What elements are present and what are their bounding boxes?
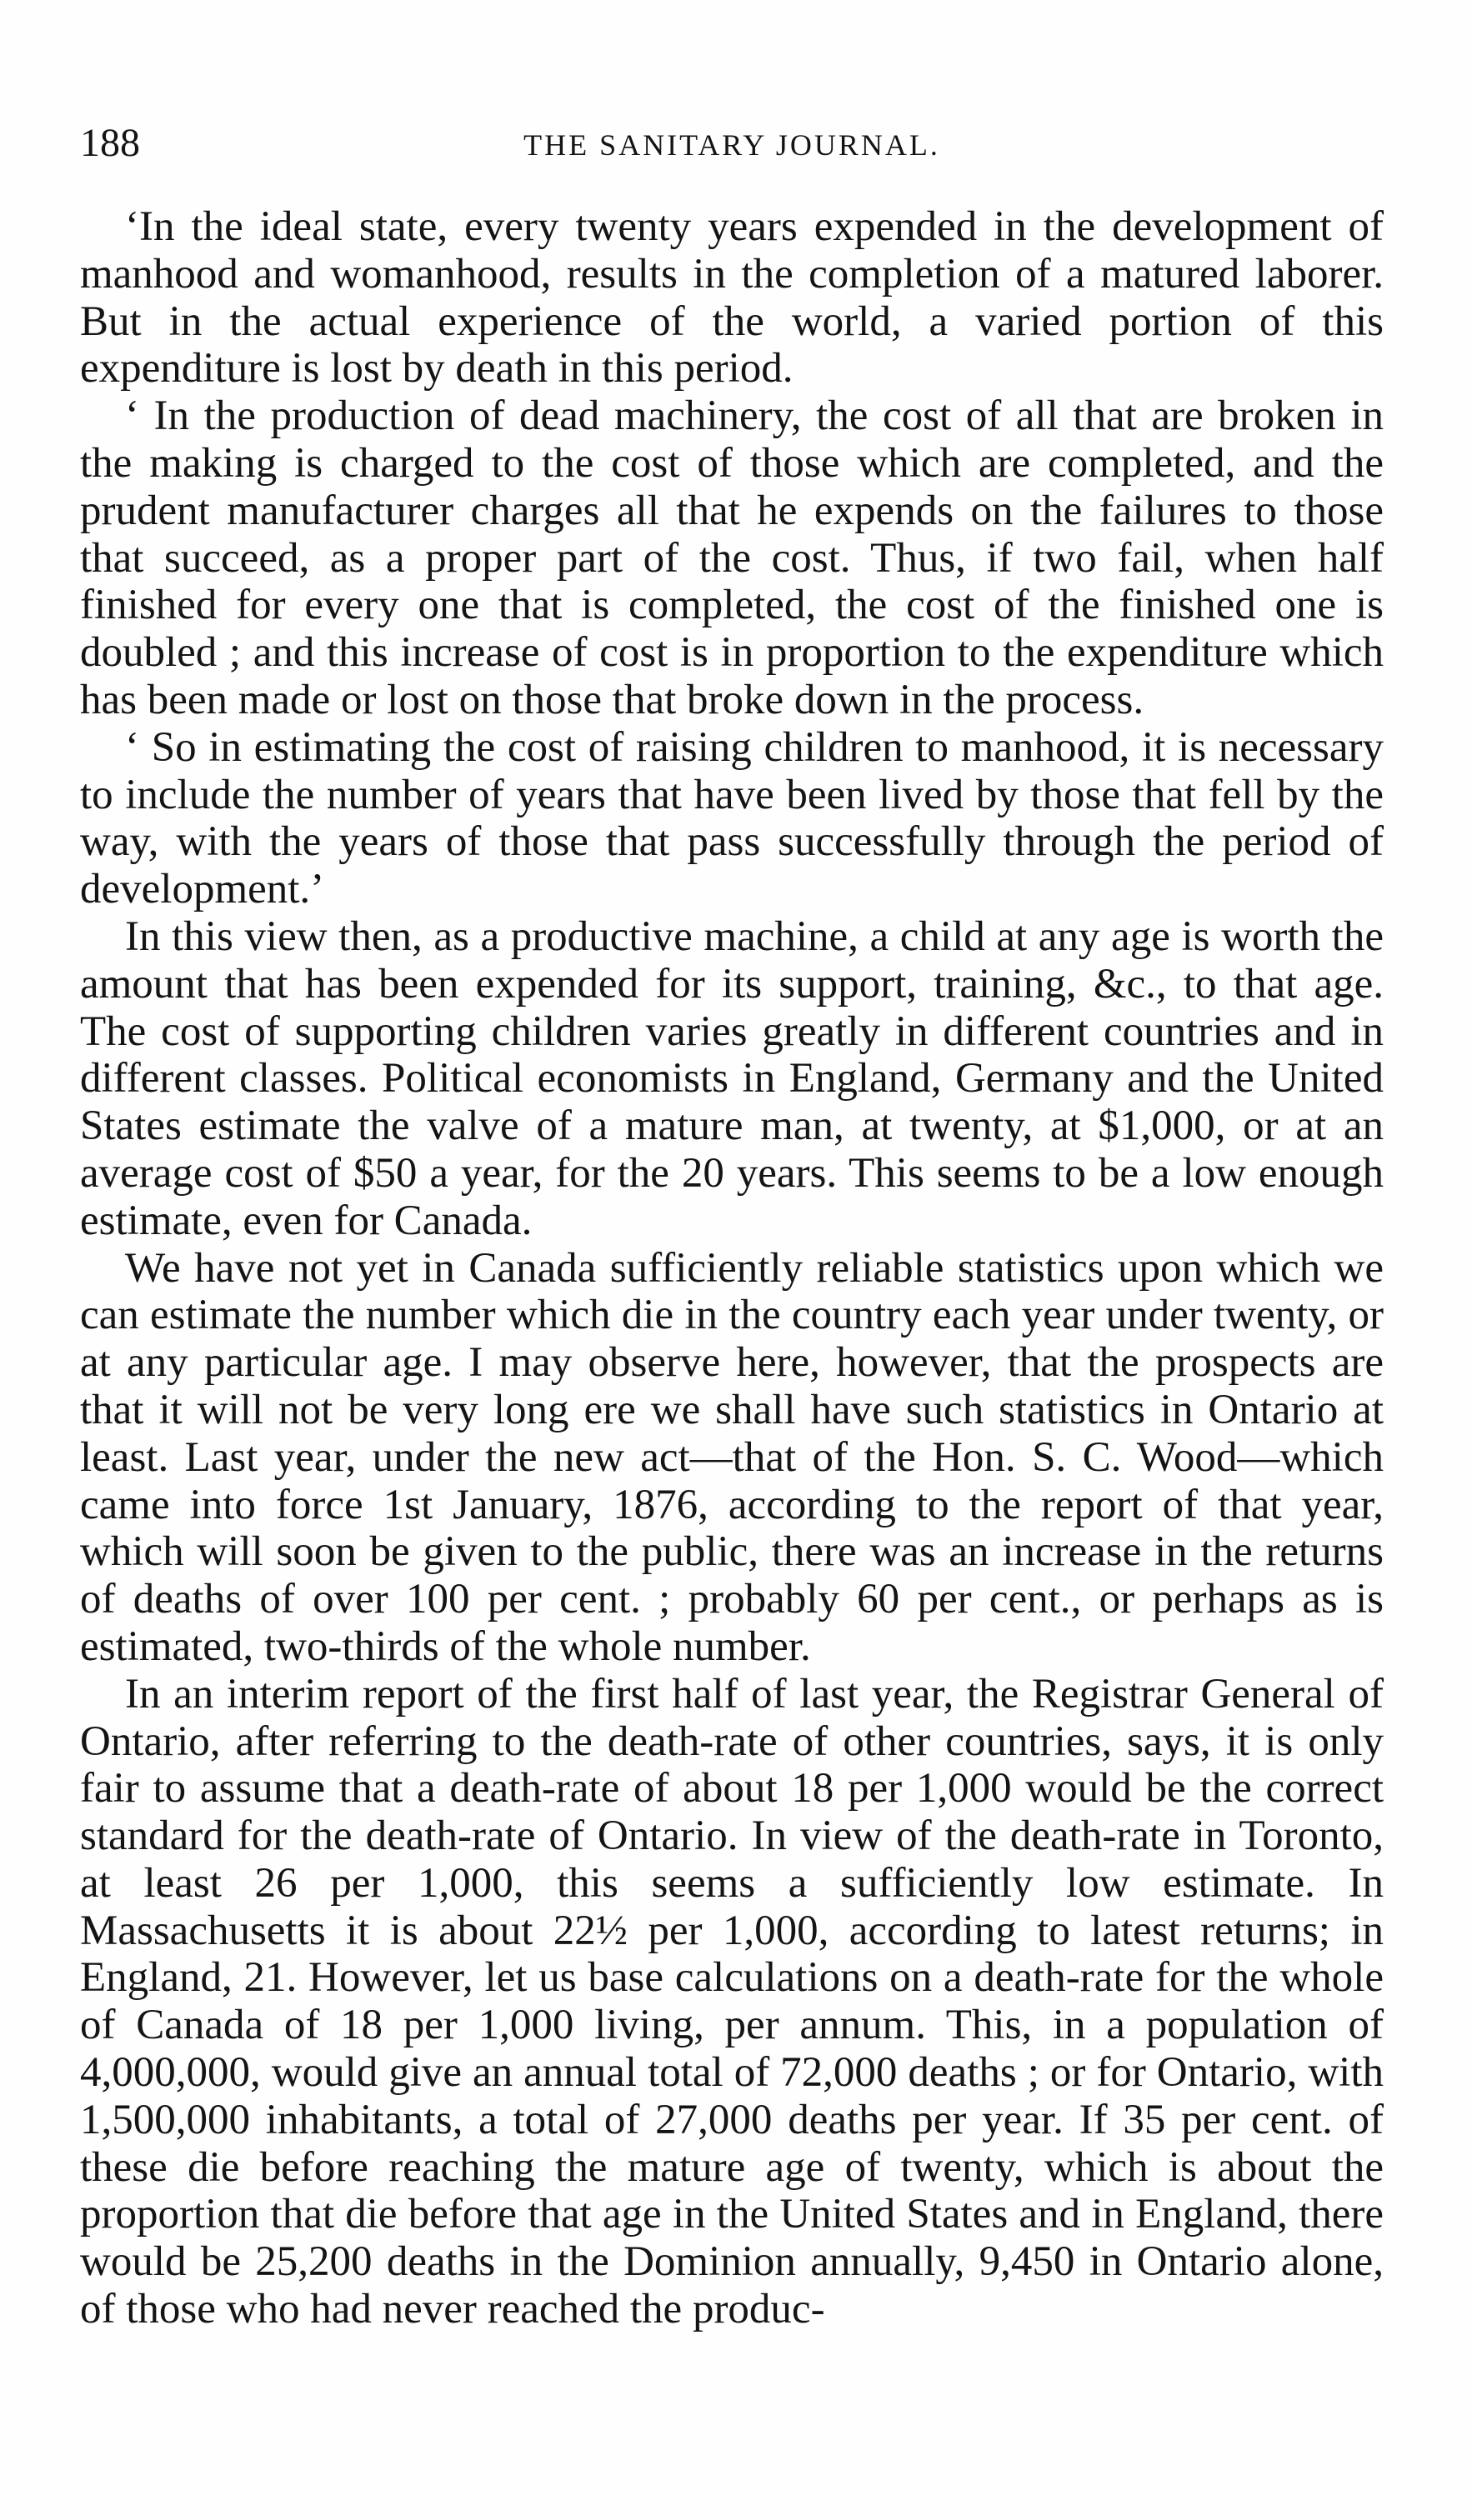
paragraph-raising-children: ‘ So in estimating the cost of raising children to manhood, it is necessary to include the number of years that have been lived by those that fell by the way, with the years of those that pass successfully through the period of development.’ — [80, 723, 1384, 913]
body-text — [80, 203, 1384, 2333]
paragraph-interim-report: In an interim report of the first half of last year, the Registrar General of Ontario, after referring to the death-rate of other countries, says, it is only fair to assume that a death-rate of about 18 per 1,000 would be the correct standard for the death-rate of Ontario. In view of the death-rate in Toronto, at least 26 per 1,000, this seems a sufficiently low estimate. In Massachusetts it is about 22½ per 1,000, according to latest returns; in England, 21. However, let us base calculations on a death-rate for the whole of Canada of 18 per 1,000 living, per annum. This, in a population of 4,000,000, would give an annual total of 72,000 deaths ; or for Ontario, with 1,500,000 inhabitants, a total of 27,000 deaths per year. If 35 per cent. of these die before reaching the mature age of twenty, which is about the proportion that die before that age in the United States and in England, there would be 25,200 deaths in the Dominion annually, 9,450 in Ontario alone, of those who had never reached the produc- — [80, 1670, 1384, 2333]
paragraph-ideal-state: ‘In the ideal state, every twenty years expended in the development of manhood and womanhood, results in the completion of a matured laborer. But in the actual experience of the world, a varied portion of this expenditure is lost by death in this period. — [80, 203, 1384, 392]
paragraph-canada-statistics: We have not yet in Canada sufficiently reliable statistics upon which we can estimate the number which die in the country each year under twenty, or at any particular age. I may observe here, however, that the prospects are that it will not be very long ere we shall have such statistics in Ontario at least. Last year, under the new act—that of the Hon. S. C. Wood—which came into force 1st January, 1876, according to the report of that year, which will soon be given to the public, there was an increase in the returns of deaths of over 100 per cent. ; probably 60 per cent., or perhaps as is estimated, two-thirds of the whole number. — [80, 1244, 1384, 1670]
running-title: THE SANITARY JOURNAL. — [523, 128, 940, 162]
page-header — [80, 117, 1384, 183]
page-number: 188 — [80, 121, 140, 165]
paragraph-dead-machinery: ‘ In the production of dead machinery, the cost of all that are broken in the making is charged to the cost of those which are completed, and the prudent manufacturer charges all that he expends on the failures to those that succeed, as a proper part of the cost. Thus, if two fail, when half finished for every one that is completed, the cost of the finished one is doubled ; and this increase of cost is in proportion to the expenditure which has been made or lost on those that broke down in the process. — [80, 392, 1384, 723]
paragraph-productive-machine: In this view then, as a productive machine, a child at any age is worth the amount that has been expended for its support, training, &c., to that age. The cost of supporting children varies greatly in different countries and in different classes. Political economists in England, Germany and the United States estimate the valve of a mature man, at twenty, at $1,000, or at an average cost of $50 a year, for the 20 years. This seems to be a low enough estimate, even for Canada. — [80, 912, 1384, 1244]
